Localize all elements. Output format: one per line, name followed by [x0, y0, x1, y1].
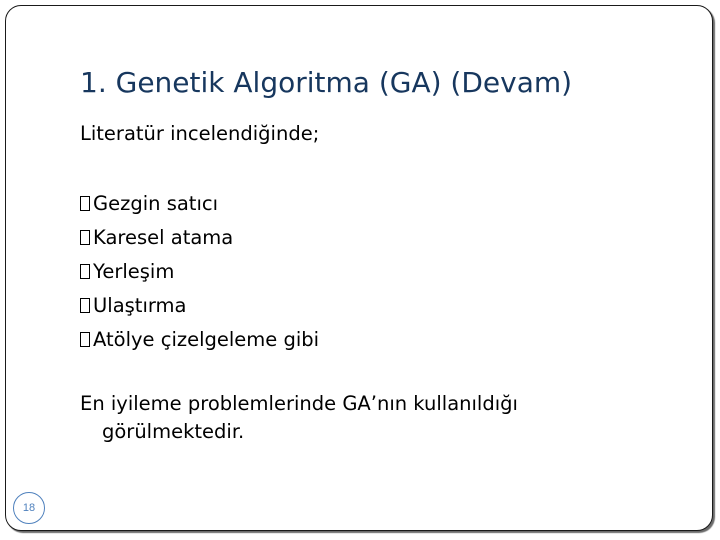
intro-text: Literatür incelendiğinde; — [80, 122, 320, 145]
bullet-label: Ulaştırma — [93, 293, 187, 317]
bullet-box-icon — [80, 230, 90, 245]
bullet-box-icon — [80, 196, 90, 211]
slide-title: 1. Genetik Algoritma (GA) (Devam) — [80, 66, 573, 99]
bullet-box-icon — [80, 264, 90, 279]
bullet-label: Gezgin satıcı — [93, 191, 219, 215]
bullet-label: Atölye çizelgeleme gibi — [93, 327, 320, 351]
bullet-list — [80, 186, 319, 356]
bullet-box-icon — [80, 332, 90, 347]
bullet-item — [80, 186, 319, 220]
bullet-item — [80, 322, 319, 356]
page-number-badge — [13, 492, 45, 524]
bullet-item — [80, 220, 319, 254]
conclusion-text: En iyileme problemlerinde GA’nın kullanıldığı görülmektedir. — [80, 392, 518, 443]
bullet-label: Yerleşim — [93, 259, 175, 283]
page-number: 18 — [22, 502, 36, 514]
bullet-box-icon — [80, 298, 90, 313]
bullet-item — [80, 288, 319, 322]
bullet-item — [80, 254, 319, 288]
bullet-label: Karesel atama — [93, 225, 234, 249]
